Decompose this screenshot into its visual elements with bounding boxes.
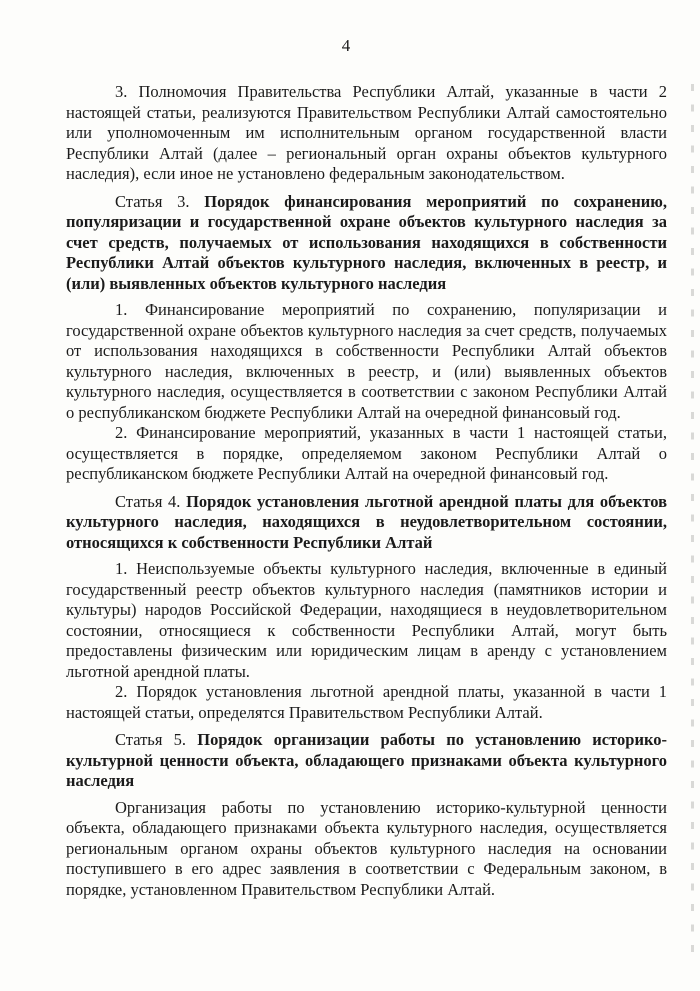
paragraph: Организация работы по установлению историко-культурной ценности объекта, обладающего признаками объекта культурного наследия, осуществляется региональным органом охраны объектов культурного наследия на основании поступившего в его адрес заявления в соответствии с Федеральным законом, в порядке, установленном Правительством Республики Алтай. (66, 797, 667, 899)
article-label: Статья 3. (115, 191, 190, 211)
article-title: Порядок установления льготной арендной платы для объектов культурного наследия, находящихся в неудовлетворительном состоянии, относящихся к собственности Республики Алтай (66, 491, 667, 552)
document-body (66, 82, 667, 900)
paragraph: 2. Порядок установления льготной арендной платы, указанной в части 1 настоящей статьи, определятся Правительством Республики Алтай. (66, 682, 667, 722)
scan-edge-marks (691, 84, 694, 955)
article-label: Статья 5. (115, 730, 187, 749)
paragraph: 1. Финансирование мероприятий по сохранению, популяризации и государственной охране объектов культурного наследия за счет средств, получаемых от использования находящихся в собственности Республики Алтай объектов культурного наследия, включенных в реестр, и (или) выявленных объектов культурного наследия, осуществляется в соответствии с законом Республики Алтай о республиканском бюджете Республики Алтай на очередной финансовый год. (66, 300, 667, 422)
article-heading (66, 492, 667, 554)
article-title: Порядок организации работы по установлению историко-культурной ценности объекта, обладающего признаками объекта культурного наследия (66, 730, 667, 790)
paragraph: 3. Полномочия Правительства Республики Алтай, указанные в части 2 настоящей статьи, реализуются Правительством Республики Алтай самостоятельно или уполномоченным им исполнительным органом государственной власти Республики Алтай (далее – региональный орган охраны объектов культурного наследия), если иное не установлено федеральным законодательством. (66, 82, 667, 183)
paragraph: 2. Финансирование мероприятий, указанных в части 1 настоящей статьи, осуществляется в порядке, определяемом законом Республики Алтай о республиканском бюджете Республики Алтай на очередной финансовый год. (66, 423, 667, 483)
article-title: Порядок финансирования мероприятий по сохранению, популяризации и государственной охране объектов культурного наследия за счет средств, получаемых от использования находящихся в собственности Республики Алтай объектов культурного наследия, включенных в реестр, и (или) выявленных объектов культурного наследия (66, 191, 668, 293)
article-label: Статья 4. (115, 491, 181, 511)
article-heading (66, 192, 667, 295)
article-heading (66, 730, 667, 792)
page-number: 4 (341, 36, 351, 55)
paragraph: 1. Неиспользуемые объекты культурного наследия, включенные в единый государственный реестр объектов культурного наследия (памятников истории и культуры) народов Российской Федерации, находящиеся в неудовлетворительном состоянии, относящиеся к собственности Республики Алтай, могут быть предоставлены физическим или юридическим лицам в аренду с установлением льготной арендной платы. (66, 559, 667, 681)
